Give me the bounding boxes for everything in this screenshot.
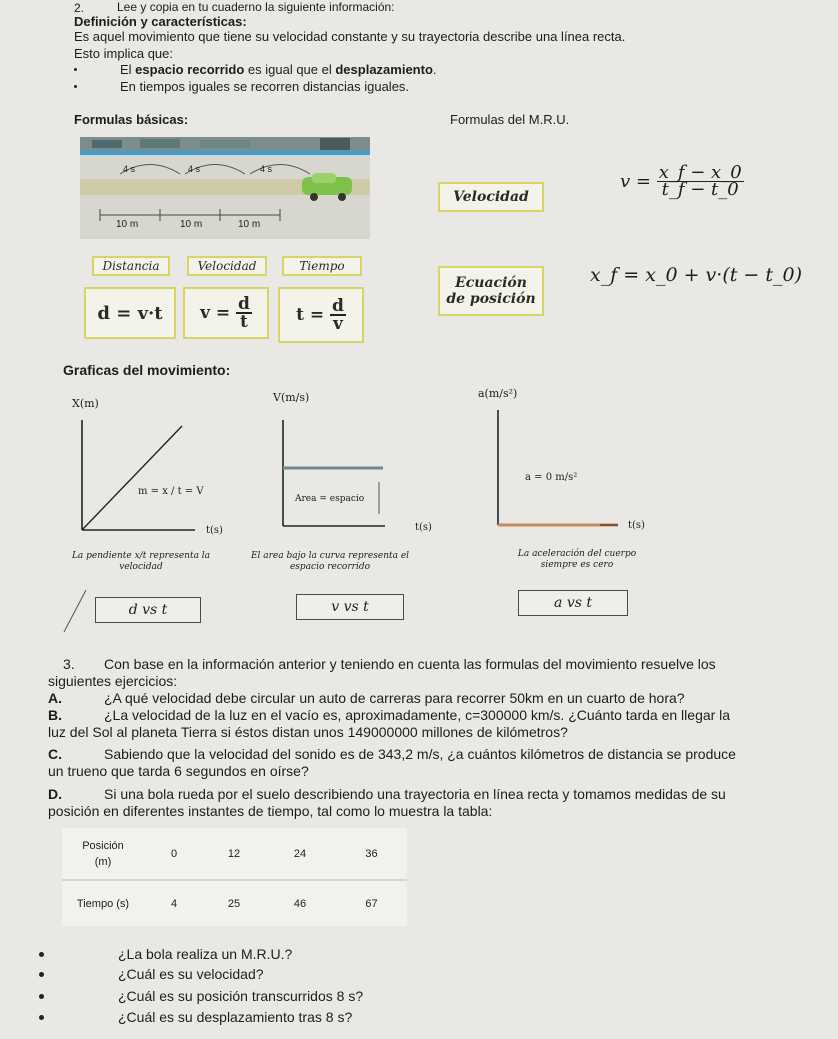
bullet [39, 952, 44, 957]
instruction-text: Lee y copia en tu cuaderno la siguiente información: [117, 0, 395, 14]
table-header-cell: Tiempo (s) [76, 897, 130, 910]
question-3: ¿Cuál es su posición transcurridos 8 s? [118, 988, 364, 1004]
question-2: ¿Cuál es su velocidad? [118, 966, 264, 982]
d-vs-t-label: d vs t [95, 597, 201, 623]
graph2-annotation: Area = espacio [295, 494, 365, 504]
exercise-d-label: D. [48, 786, 62, 802]
bullet [74, 68, 77, 71]
table-cell: 12 [227, 847, 241, 860]
exercise-c-text-1: Sabiendo que la velocidad del sonido es de 343,2 m/s, ¿a cuántos kilómetros de distancia se produce [104, 746, 736, 762]
exercise-intro-2: siguientes ejercicios: [48, 673, 178, 689]
table-cell: 4 [170, 897, 178, 910]
bullet [39, 972, 44, 977]
pencil-stroke [60, 588, 90, 634]
graph3-ylabel: a(m/s²) [478, 387, 518, 400]
exercise-a-label: A. [48, 690, 62, 706]
car-distance-label: 10 m [116, 219, 139, 230]
graph2-xlabel: t(s) [415, 522, 432, 533]
distance-equation: d = v·t [84, 287, 176, 339]
exercise-a-text: ¿A qué velocidad debe circular un auto de carreras para recorrer 50km en un cuarto de hora? [104, 690, 685, 706]
acceleration-time-graph [470, 380, 670, 540]
basic-formulas-title: Formulas básicas: [74, 112, 189, 127]
velocity-time-graph [255, 390, 455, 540]
time-label: Tiempo [282, 256, 362, 276]
exercise-c-text-2: un trueno que tarda 6 segundos en oírse? [48, 763, 309, 779]
question-1: ¿La bola realiza un M.R.U.? [118, 946, 293, 962]
implies-text: Esto implica que: [74, 46, 173, 61]
table-cell: 46 [293, 897, 307, 910]
velocity-equation: v = $\frac{d}{t}$ [183, 287, 269, 339]
bullet-1-text: El espacio recorrido es igual que el desplazamiento. [120, 62, 437, 77]
exercise-b-label: B. [48, 707, 62, 723]
graph1-caption: La pendiente x/t representa la velocidad [71, 551, 211, 572]
graph1-xlabel: t(s) [206, 525, 223, 536]
definition-text: Es aquel movimiento que tiene su velocidad constante y su trayectoria describe una línea recta. [74, 29, 626, 44]
graph2-caption: El area bajo la curva representa el espacio recorrido [250, 551, 410, 572]
exercise-b-text-2: luz del Sol al planeta Tierra si éstos distan unos 149000000 millones de kilómetros? [48, 724, 568, 740]
bullet [39, 1015, 44, 1020]
graphs-title: Graficas del movimiento: [63, 362, 231, 378]
ecuacion-posicion-label: Ecuación de posición [438, 266, 544, 316]
mru-formulas-title: Formulas del M.R.U. [450, 112, 570, 127]
a-vs-t-label: a vs t [518, 590, 628, 616]
definition-title: Definición y características: [74, 14, 247, 29]
table-cell: 24 [293, 847, 307, 860]
bullet [39, 994, 44, 999]
graph3-caption: La aceleración del cuerpo siempre es cero [517, 549, 637, 570]
car-illustration [80, 137, 370, 239]
table-cell: 25 [227, 897, 241, 910]
car-distance-label: 10 m [238, 219, 261, 230]
car-distance-label: 10 m [180, 219, 203, 230]
velocity-label: Velocidad [187, 256, 267, 276]
car-time-label: 4 s [123, 164, 136, 174]
exercise-number: 3. [63, 656, 75, 672]
v-vs-t-label: v vs t [296, 594, 404, 620]
table-cell: 36 [365, 847, 378, 860]
graph1-annotation: m = x / t = V [138, 486, 204, 497]
velocity-formula: v = $\frac{x\_f - x\_0}{t\_f - t\_0}$ [620, 162, 742, 200]
table-cell: 0 [170, 847, 178, 860]
graph1-ylabel: X(m) [72, 397, 99, 410]
question-4: ¿Cuál es su desplazamiento tras 8 s? [118, 1009, 353, 1025]
distance-label: Distancia [92, 256, 170, 276]
graph2-ylabel: V(m/s) [273, 391, 310, 404]
exercise-d-text-1: Si una bola rueda por el suelo describiendo una trayectoria en línea recta y tomamos medidas de su [104, 786, 726, 802]
position-time-graph [60, 390, 250, 540]
car-time-label: 4 s [260, 164, 273, 174]
table-header-cell: Posición (m) [82, 839, 124, 868]
position-formula: x_f = x_0 + v·(t − t_0) [590, 264, 803, 286]
table-cell: 67 [365, 897, 378, 910]
section-number: 2. [74, 1, 85, 15]
exercise-d-text-2: posición en diferentes instantes de tiempo, tal como lo muestra la tabla: [48, 803, 493, 819]
bullet-2-text: En tiempos iguales se recorren distancias iguales. [120, 79, 410, 94]
table-row [62, 828, 407, 880]
car-time-label: 4 s [188, 164, 201, 174]
table-row [62, 880, 407, 926]
exercise-c-label: C. [48, 746, 62, 762]
bullet [74, 85, 77, 88]
time-equation: t = $\frac{d}{v}$ [278, 287, 364, 343]
velocidad-label: Velocidad [438, 182, 544, 212]
exercise-intro-1: Con base en la información anterior y teniendo en cuenta las formulas del movimiento resuelve los [104, 656, 716, 672]
data-table [62, 828, 407, 926]
graph3-annotation: a = 0 m/s² [525, 472, 578, 483]
exercise-b-text-1: ¿La velocidad de la luz en el vacío es, aproximadamente, c=300000 km/s. ¿Cuánto tarda en llegar la [104, 707, 731, 723]
graph3-xlabel: t(s) [628, 520, 645, 531]
